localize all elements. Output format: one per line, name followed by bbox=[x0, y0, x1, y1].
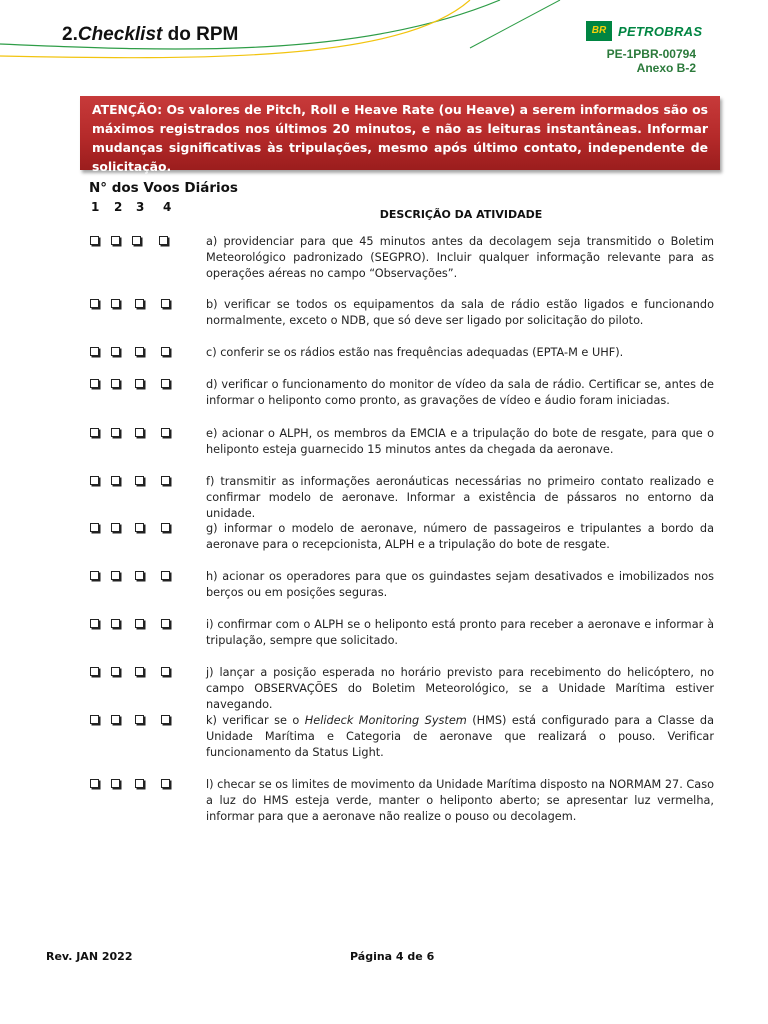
checkbox[interactable] bbox=[111, 428, 120, 437]
attention-banner bbox=[80, 96, 720, 174]
checkbox[interactable] bbox=[161, 476, 170, 485]
revision-label: Rev. JAN 2022 bbox=[46, 950, 133, 963]
checkbox[interactable] bbox=[161, 428, 170, 437]
item-description: j) lançar a posição esperada no horário previsto para recebimento do helicóptero, no campo OBSERVAÇÕES do Boletim Meteorológico, se a Unidade Marítima estiver navegando. bbox=[206, 666, 714, 711]
checkbox[interactable] bbox=[111, 347, 120, 356]
checkbox[interactable] bbox=[111, 619, 120, 628]
checkbox[interactable] bbox=[135, 379, 144, 388]
checkbox[interactable] bbox=[135, 428, 144, 437]
checkbox[interactable] bbox=[161, 299, 170, 308]
item-description: k) verificar se o Helideck Monitoring System (HMS) está configurado para a Classe da Unidade Marítima e Categoria de aeronave que realizará o pouso. Verificar funcionamento da Status Light. bbox=[206, 714, 714, 759]
item-description: i) confirmar com o ALPH se o heliponto está pronto para receber a aeronave e informar à tripulação, sempre que solicitado. bbox=[206, 618, 714, 647]
checkbox[interactable] bbox=[135, 523, 144, 532]
checkbox[interactable] bbox=[90, 379, 99, 388]
annex-label: Anexo B-2 bbox=[636, 61, 696, 75]
title-rest: do RPM bbox=[162, 24, 239, 45]
title-italic: Checklist bbox=[77, 24, 163, 45]
checkbox[interactable] bbox=[135, 347, 144, 356]
checkbox[interactable] bbox=[135, 779, 144, 788]
petrobras-logo bbox=[586, 21, 702, 41]
checkbox[interactable] bbox=[135, 667, 144, 676]
checkbox[interactable] bbox=[135, 715, 144, 724]
checkbox[interactable] bbox=[111, 715, 120, 724]
checkbox[interactable] bbox=[90, 236, 99, 245]
attention-label: ATENÇÃO: bbox=[92, 102, 163, 117]
checkbox[interactable] bbox=[135, 619, 144, 628]
attention-text: Os valores de Pitch, Roll e Heave Rate (ou Heave) a serem informados são os máximos registrados nos últimos 20 minutos, e não as leituras instantâneas. Informar mudanças significativas às tripulações, mesmo após último contato, independente de solicitação. bbox=[92, 102, 708, 174]
item-description: l) checar se os limites de movimento da Unidade Marítima disposto na NORMAM 27. Caso a luz do HMS esteja verde, manter o heliponto aberto; se apresentar luz vermelha, informar para que a aeronave não realize o pouso ou decolagem. bbox=[206, 778, 714, 823]
item-description: b) verificar se todos os equipamentos da sala de rádio estão ligados e funcionando normalmente, exceto o NDB, que só deve ser ligado por solicitação do piloto. bbox=[206, 298, 714, 327]
checkbox[interactable] bbox=[90, 299, 99, 308]
checkbox[interactable] bbox=[90, 667, 99, 676]
checkbox[interactable] bbox=[90, 523, 99, 532]
checkbox[interactable] bbox=[90, 347, 99, 356]
checkbox[interactable] bbox=[161, 379, 170, 388]
page-title bbox=[62, 24, 238, 46]
checkbox[interactable] bbox=[135, 571, 144, 580]
checkbox[interactable] bbox=[90, 571, 99, 580]
checkbox[interactable] bbox=[111, 667, 120, 676]
flight-number-1: 1 bbox=[91, 200, 100, 214]
checkbox[interactable] bbox=[111, 299, 120, 308]
checkbox[interactable] bbox=[159, 236, 168, 245]
checkbox[interactable] bbox=[90, 715, 99, 724]
document-code: PE-1PBR-00794 bbox=[606, 47, 696, 61]
item-description: d) verificar o funcionamento do monitor de vídeo da sala de rádio. Certificar se, antes de informar o heliponto como pronto, as gravações de vídeo e áudio foram iniciadas. bbox=[206, 378, 714, 407]
checkbox[interactable] bbox=[111, 571, 120, 580]
checkbox[interactable] bbox=[161, 523, 170, 532]
checkbox[interactable] bbox=[90, 779, 99, 788]
checkbox[interactable] bbox=[111, 523, 120, 532]
section-number: 2. bbox=[62, 24, 78, 45]
checkbox[interactable] bbox=[161, 715, 170, 724]
checkbox[interactable] bbox=[111, 779, 120, 788]
checkbox[interactable] bbox=[111, 236, 120, 245]
flights-title: N° dos Voos Diários bbox=[89, 180, 238, 196]
checkbox[interactable] bbox=[135, 476, 144, 485]
flight-numbers bbox=[0, 200, 200, 218]
document-code-block bbox=[607, 47, 696, 75]
flight-number-2: 2 bbox=[114, 200, 123, 214]
page-number: Página 4 de 6 bbox=[350, 950, 435, 963]
checkbox[interactable] bbox=[90, 619, 99, 628]
description-header: DESCRIÇÃO DA ATIVIDADE bbox=[379, 208, 543, 221]
logo-wordmark: PETROBRAS bbox=[618, 23, 703, 39]
item-description: f) transmitir as informações aeronáuticas necessárias no primeiro contato realizado e confirmar modelo de aeronave. Informar a existência de pássaros no entorno da unidade. bbox=[206, 475, 714, 520]
item-description: a) providenciar para que 45 minutos antes da decolagem seja transmitido o Boletim Meteorológico padronizado (SEGPRO). Incluir qualquer informação relevante para as operações aéreas no campo “Observações”. bbox=[206, 235, 714, 280]
checkbox[interactable] bbox=[161, 667, 170, 676]
flight-number-4: 4 bbox=[163, 200, 172, 214]
checkbox[interactable] bbox=[111, 379, 120, 388]
checkbox[interactable] bbox=[90, 476, 99, 485]
checkbox[interactable] bbox=[161, 779, 170, 788]
checkbox[interactable] bbox=[135, 299, 144, 308]
br-logo-icon: BR bbox=[586, 21, 612, 41]
checkbox[interactable] bbox=[132, 236, 141, 245]
item-description: g) informar o modelo de aeronave, número de passageiros e tripulantes a bordo da aeronave para o recepcionista, ALPH e a tripulação do bote de resgate. bbox=[206, 522, 714, 551]
hms-term: Helideck Monitoring System bbox=[304, 714, 467, 727]
checkbox[interactable] bbox=[111, 476, 120, 485]
checkbox[interactable] bbox=[161, 571, 170, 580]
item-description: c) conferir se os rádios estão nas frequências adequadas (EPTA-M e UHF). bbox=[206, 346, 624, 359]
checkbox[interactable] bbox=[161, 347, 170, 356]
item-description: h) acionar os operadores para que os guindastes sejam desativados e imobilizados nos berços ou em posições seguras. bbox=[206, 570, 714, 599]
checkbox[interactable] bbox=[161, 619, 170, 628]
item-description: e) acionar o ALPH, os membros da EMCIA e a tripulação do bote de resgate, para que o heliponto esteja guarnecido 15 minutos antes da chegada da aeronave. bbox=[206, 427, 714, 456]
flight-number-3: 3 bbox=[136, 200, 145, 214]
checkbox[interactable] bbox=[90, 428, 99, 437]
